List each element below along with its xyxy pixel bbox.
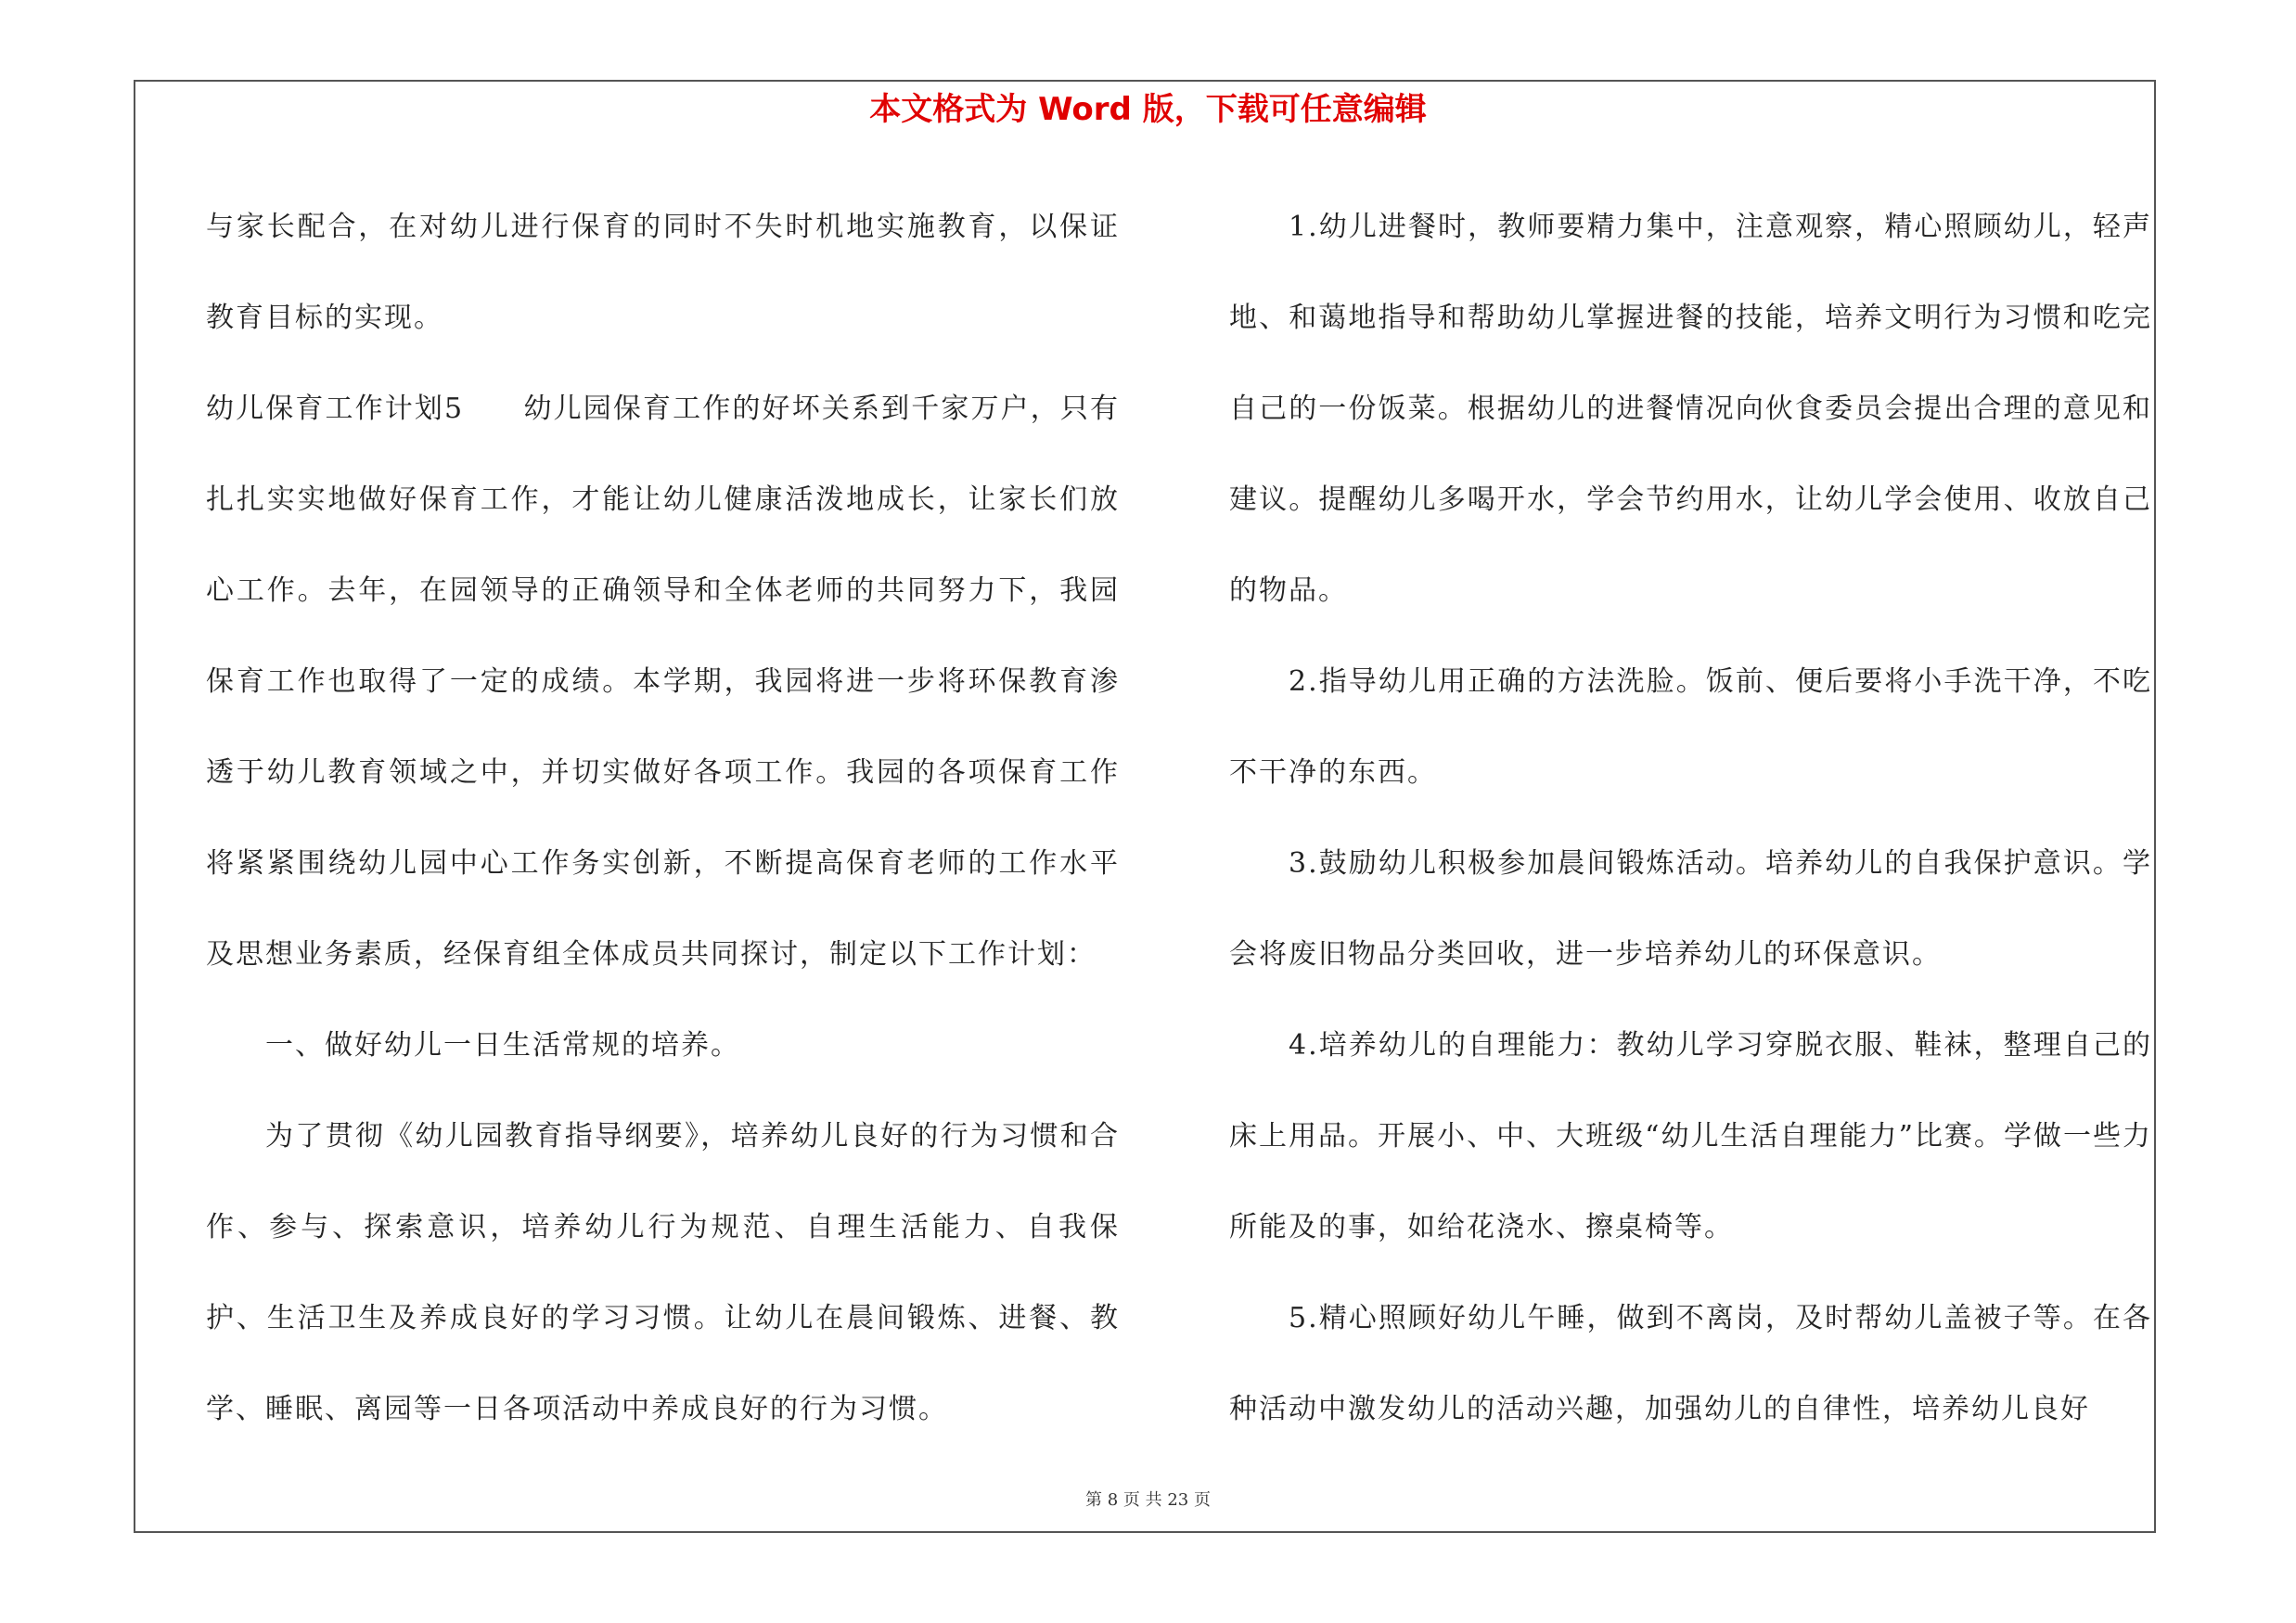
left-column xyxy=(206,182,1120,1455)
paragraph: 幼儿保育工作计划5 幼儿园保育工作的好坏关系到千家万户，只有扎扎实实地做好保育工作，才能让幼儿健康活泼地成长，让家长们放心工作。去年，在园领导的正确领导和全体老师的共同努力下，我园保育工作也取得了一定的成绩。本学期，我园将进一步将环保教育渗透于幼儿教育领域之中，并切实做好各项工作。我园的各项保育工作将紧紧围绕幼儿园中心工作务实创新，不断提高保育老师的工作水平及思想业务素质，经保育组全体成员共同探讨，制定以下工作计划： xyxy=(206,393,1120,971)
section-heading: 一、做好幼儿一日生活常规的培养。 xyxy=(265,1029,740,1062)
list-item: 2.指导幼儿用正确的方法洗脸。饭前、便后要将小手洗干净，不吃不干净的东西。 xyxy=(1229,665,2152,789)
paragraph: 为了贯彻《幼儿园教育指导纲要》，培养幼儿良好的行为习惯和合作、参与、探索意识，培养幼儿行为规范、自理生活能力、自我保护、生活卫生及养成良好的学习习惯。让幼儿在晨间锻炼、进餐、教学、睡眠、离园等一日各项活动中养成良好的行为习惯。 xyxy=(206,1120,1120,1425)
list-item: 3.鼓励幼儿积极参加晨间锻炼活动。培养幼儿的自我保护意识。学会将废旧物品分类回收，进一步培养幼儿的环保意识。 xyxy=(1229,847,2152,971)
list-item: 5.精心照顾好幼儿午睡，做到不离岗，及时帮幼儿盖被子等。在各种活动中激发幼儿的活动兴趣，加强幼儿的自律性，培养幼儿良好 xyxy=(1229,1302,2152,1425)
list-item: 4.培养幼儿的自理能力：教幼儿学习穿脱衣服、鞋袜，整理自己的床上用品。开展小、中、大班级“幼儿生活自理能力”比赛。学做一些力所能及的事，如给花浇水、擦桌椅等。 xyxy=(1229,1029,2152,1243)
paragraph: 与家长配合，在对幼儿进行保育的同时不失时机地实施教育，以保证教育目标的实现。 xyxy=(206,211,1120,334)
page-number: 第 8 页 共 23 页 xyxy=(1085,1490,1211,1510)
word-format-notice: 本文格式为 Word 版，下载可任意编辑 xyxy=(869,91,1427,128)
right-column xyxy=(1229,182,2152,1455)
list-item: 1.幼儿进餐时，教师要精力集中，注意观察，精心照顾幼儿，轻声地、和蔼地指导和帮助幼儿掌握进餐的技能，培养文明行为习惯和吃完自己的一份饭菜。根据幼儿的进餐情况向伙食委员会提出合理的意见和建议。提醒幼儿多喝开水，学会节约用水，让幼儿学会使用、收放自己的物品。 xyxy=(1229,211,2152,607)
